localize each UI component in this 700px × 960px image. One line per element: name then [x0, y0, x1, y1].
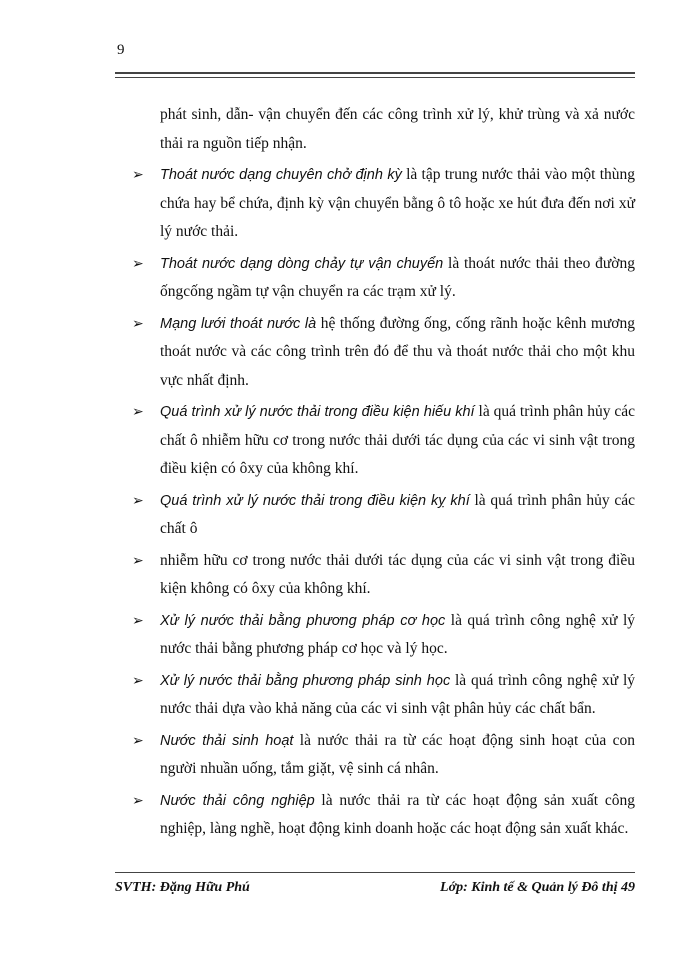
arrow-bullet-icon: ➢ [132, 315, 144, 332]
arrow-bullet-icon: ➢ [132, 672, 144, 689]
term: Xử lý nước thải bằng phương pháp cơ học [160, 612, 446, 629]
definition-item [115, 310, 635, 396]
page-number: 9 [117, 42, 125, 58]
term: Nước thải sinh hoạt [160, 732, 294, 749]
arrow-bullet-icon: ➢ [132, 792, 144, 809]
definition: là quá trình công nghệ xử lý nước thải bằng phương pháp cơ học và lý học. [160, 611, 636, 657]
footer-class: Lớp: Kinh tế & Quản lý Đô thị 49 [440, 880, 635, 895]
header-rule-thin [115, 77, 635, 78]
arrow-bullet-icon: ➢ [132, 404, 144, 420]
definition-item [115, 161, 635, 247]
document-body [115, 101, 635, 847]
term: Xử lý nước thải bằng phương pháp sinh học [160, 672, 451, 689]
term: Thoát nước dạng chuyên chở định kỳ [160, 167, 402, 183]
arrow-bullet-icon: ➢ [132, 612, 144, 629]
arrow-bullet-icon: ➢ [132, 167, 144, 183]
definition: nhiễm hữu cơ trong nước thải dưới tác dụng của các vi sinh vật trong điều kiện không có ôxy của không khí. [160, 551, 635, 597]
arrow-bullet-icon: ➢ [132, 732, 144, 749]
definition: là nước thải ra từ các hoạt động sản xuất công nghiệp, làng nghề, hoạt động kinh doanh hoặc các hoạt động sản xuất khác. [160, 791, 635, 837]
arrow-bullet-icon: ➢ [132, 255, 144, 272]
definition-item [115, 487, 635, 544]
arrow-bullet-icon: ➢ [132, 492, 144, 509]
definition: hệ thống đường ống, cống rãnh hoặc kênh mương thoát nước và các công trình trên đó để thu và thoát nước thải cho một khu vực nhất định. [160, 314, 636, 389]
definition-item [115, 727, 635, 784]
term: Quá trình xử lý nước thải trong điều kiện hiếu khí [160, 404, 475, 420]
footer-rule [115, 872, 635, 873]
definition-item [115, 667, 635, 724]
definition-item [115, 787, 635, 844]
definition: là quá trình phân hủy các chất ô nhiễm hữu cơ trong nước thải dưới tác dụng của các vi sinh vật trong điều kiện có ôxy của không khí. [160, 403, 636, 477]
definition-item [115, 398, 635, 484]
definition-item [115, 250, 635, 307]
definition-item [115, 547, 635, 604]
term: Thoát nước dạng dòng chảy tự vận chuyển [160, 255, 444, 272]
definition: là quá trình phân hủy các chất ô [160, 491, 635, 537]
term: Mạng lưới thoát nước là [160, 315, 317, 332]
definition: là tập trung nước thải vào một thùng chứa hay bể chứa, định kỳ vận chuyển bằng ô tô hoặc xe hút đưa đến nơi xử lý nước thải. [160, 166, 635, 240]
footer-author: SVTH: Đặng Hữu Phú [115, 880, 250, 895]
term: Nước thải công nghiệp [160, 792, 315, 809]
arrow-bullet-icon: ➢ [132, 552, 144, 569]
definition: là thoát nước thải theo đường ốngcống ngầm tự vận chuyển ra các trạm xử lý. [160, 254, 635, 300]
definition: là quá trình công nghệ xử lý nước thải dựa vào khả năng của các vi sinh vật phân hủy các chất bẩn. [160, 671, 636, 717]
term: Quá trình xử lý nước thải trong điều kiện kỵ khí [160, 492, 470, 509]
header-rule [115, 72, 635, 74]
definition: là nước thải ra từ các hoạt động sinh hoạt của con người nhuần uống, tắm giặt, vệ sinh cá nhân. [160, 731, 635, 777]
definition-item [115, 607, 635, 664]
intro-paragraph: phát sinh, dẫn- vận chuyển đến các công trình xử lý, khử trùng và xả nước thải ra nguồn tiếp nhận. [160, 106, 635, 152]
